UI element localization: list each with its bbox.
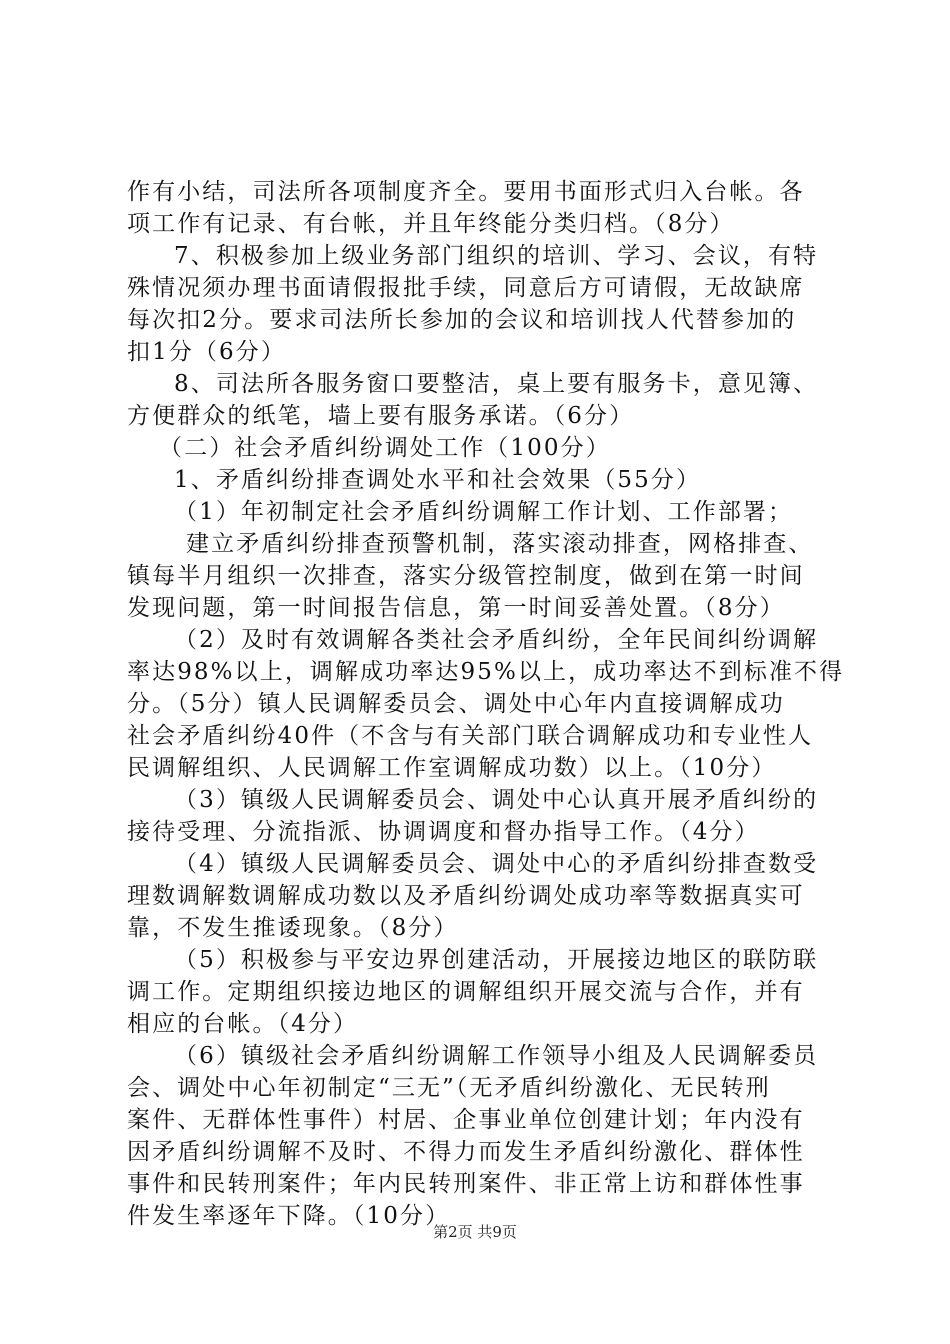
text-line: 8、司法所各服务窗口要整洁，桌上要有服务卡，意见簿、 — [174, 371, 819, 397]
text-line: 因矛盾纠纷调解不及时、不得力而发生矛盾纠纷激化、群体性 — [127, 1139, 805, 1165]
text-line: 件发生率逐年下降。（10分） — [127, 1203, 451, 1229]
text-line: 社会矛盾纠纷40件（不含与有关部门联合调解成功和专业性人 — [127, 723, 814, 749]
text-line: 理数调解数调解成功数以及矛盾纠纷调处成功率等数据真实可 — [127, 883, 805, 909]
text-line: 民调解组织、人民调解工作室调解成功数）以上。（10分） — [127, 755, 777, 781]
text-line: 建立矛盾纠纷排查预警机制，落实滚动排查，网格排查、 — [186, 531, 814, 557]
text-line: 调工作。定期组织接边地区的调解组织开展交流与合作，并有 — [127, 979, 805, 1005]
text-line: 方便群众的纸笔，墙上要有服务承诺。（6分） — [127, 403, 635, 429]
page-number-footer: 第2页 共9页 — [433, 1223, 517, 1241]
text-line: 分。（5分）镇人民调解委员会、调处中心年内直接调解成功 — [127, 691, 785, 717]
text-line: 会、调处中心年初制定“三无”（无矛盾纠纷激化、无民转刑 — [127, 1075, 771, 1101]
text-line: 相应的台帐。（4分） — [127, 1011, 359, 1037]
section-heading: （二）社会矛盾纠纷调处工作（100分） — [159, 435, 611, 461]
text-line: （6）镇级社会矛盾纠纷调解工作领导小组及人民调解委员 — [174, 1043, 819, 1069]
text-line: （4）镇级人民调解委员会、调处中心的矛盾纠纷排查数受 — [174, 851, 819, 877]
text-line: 事件和民转刑案件；年内民转刑案件、非正常上访和群体性事 — [127, 1171, 805, 1197]
text-line: 案件、无群体性事件）村居、企事业单位创建计划；年内没有 — [127, 1107, 805, 1133]
text-line: （1）年初制定社会矛盾纠纷调解工作计划、工作部署； — [174, 499, 794, 525]
text-line: （3）镇级人民调解委员会、调处中心认真开展矛盾纠纷的 — [174, 787, 819, 813]
text-line: 每次扣2分。要求司法所长参加的会议和培训找人代替参加的 — [127, 307, 797, 333]
text-line: 镇每半月组织一次排查，落实分级管控制度，做到在第一时间 — [127, 563, 805, 589]
text-line: （5）积极参与平安边界创建活动，开展接边地区的联防联 — [174, 947, 819, 973]
text-line: 扣1分（6分） — [127, 339, 286, 365]
text-line: 项工作有记录、有台帐，并且年终能分类归档。（8分） — [127, 211, 735, 237]
text-line: 接待受理、分流指派、协调调度和督办指导工作。（4分） — [127, 819, 760, 845]
text-line: 靠，不发生推诿现象。（8分） — [127, 915, 459, 941]
text-line: 殊情况须办理书面请假报批手续，同意后方可请假，无故缺席 — [127, 275, 805, 301]
text-line: 发现问题，第一时间报告信息，第一时间妥善处置。（8分） — [127, 595, 785, 621]
subsection-heading: 1、矛盾纠纷排查调处水平和社会效果（55分） — [174, 467, 702, 493]
text-line: 率达98%以上，调解成功率达95%以上，成功率达不到标准不得 — [127, 659, 845, 685]
text-line: 7、积极参加上级业务部门组织的培训、学习、会议，有特 — [174, 243, 819, 269]
text-line: （2）及时有效调解各类社会矛盾纠纷，全年民间纠纷调解 — [174, 627, 819, 653]
text-line: 作有小结，司法所各项制度齐全。要用书面形式归入台帐。各 — [127, 179, 805, 205]
